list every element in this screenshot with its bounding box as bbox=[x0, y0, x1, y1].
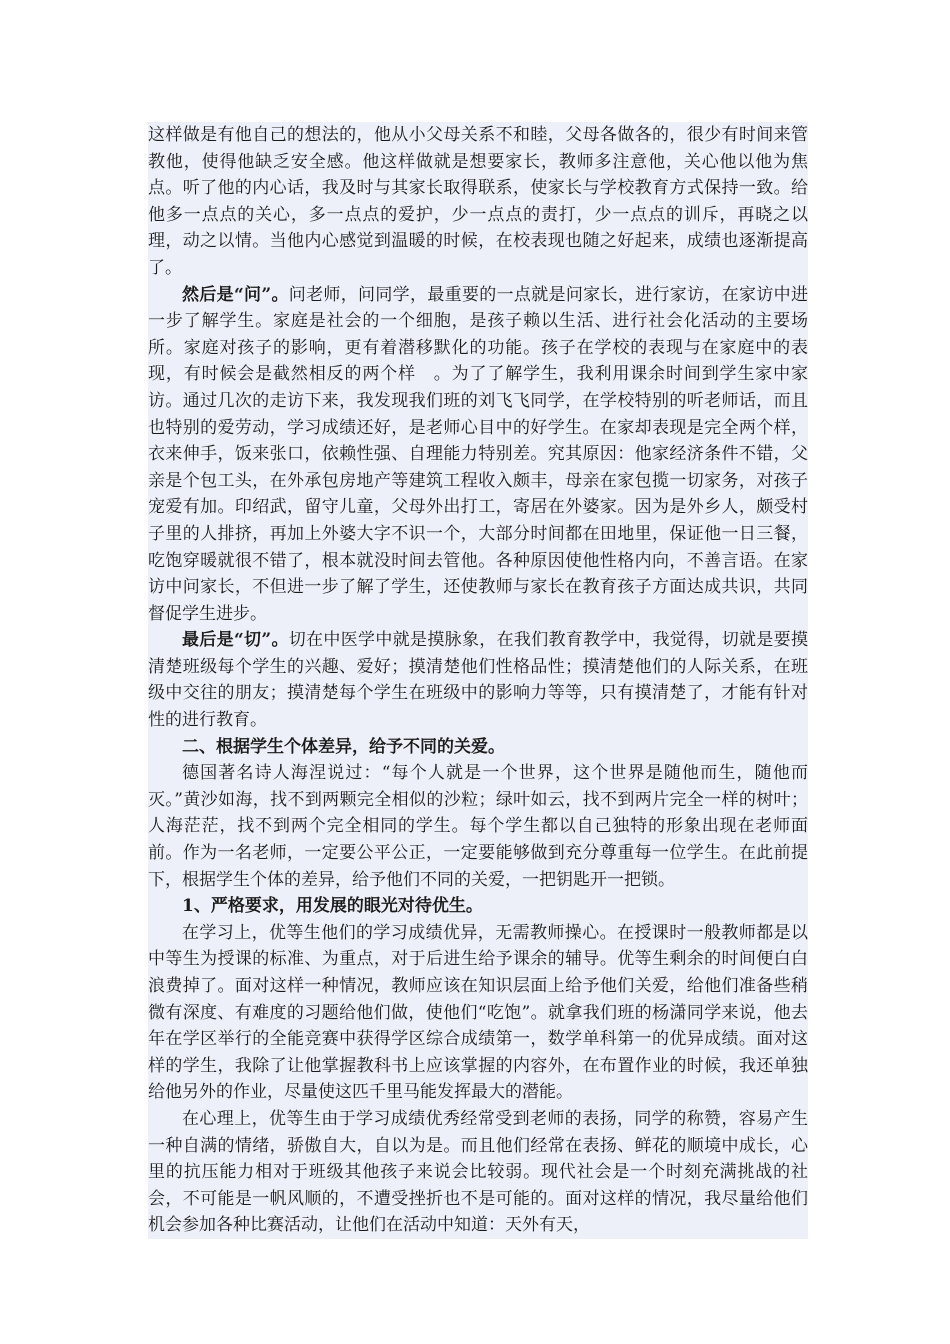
paragraph-5 bbox=[148, 760, 808, 893]
subheading-1 bbox=[148, 893, 808, 920]
heading-text: 二、根据学生个体差异，给予不同的关爱。 bbox=[182, 736, 505, 757]
paragraph-text: 在心理上，优等生由于学习成绩优秀经常受到老师的表扬，同学的称赞，容易产生一种自满的情绪，骄傲自大，自以为是。而且他们经常在表扬、鲜花的顺境中成长，心里的抗压能力相对于班级其他孩子来说会比较弱。现代社会是一个时刻充满挑战的社会，不可能是一帆风顺的，不遭受挫折也不是可能的。面对这样的情况，我尽量给他们机会参加各种比赛活动，让他们在活动中知道：天外有天， bbox=[148, 1108, 808, 1236]
section-heading-2 bbox=[148, 734, 808, 761]
paragraph-text: 问老师，问同学，最重要的一点就是问家长，进行家访，在家访中进一步了解学生。家庭是社会的一个细胞，是孩子赖以生活、进行社会化活动的主要场所。家庭对孩子的影响，更有着潜移默化的功能。孩子在学校的表现与在家庭中的表现，有时候会是截然相反的两个样 。为了了解学生，我利用课余时间到学生家中家访。通过几次的走访下来，我发现我们班的刘飞飞同学，在学校特别的听老师话，而且也特别的爱劳动，学习成绩还好，是老师心目中的好学生。在家却表现是完全两个样，衣来伸手，饭来张口，依赖性强、自理能力特别差。究其原因：他家经济条件不错，父亲是个包工头，在外承包房地产等建筑工程收入颇丰，母亲在家包揽一切家务，对孩子宠爱有加。印绍武，留守儿童，父母外出打工，寄居在外婆家。因为是外乡人，颇受村子里的人排挤，再加上外婆大字不识一个，大部分时间都在田地里，保证他一日三餐，吃饱穿暖就很不错了，根本就没时间去管他。各种原因使他性格内向，不善言语。在家访中问家长，不但进一步了解了学生，还使教师与家长在教育孩子方面达成共识，共同督促学生进步。 bbox=[148, 284, 808, 624]
paragraph-text: 这样做是有他自己的想法的，他从小父母关系不和睦，父母各做各的，很少有时间来管教他，使得他缺乏安全感。他这样做就是想要家长，教师多注意他，关心他以他为焦点。听了他的内心话，我及时与其家长取得联系，使家长与学校教育方式保持一致。给他多一点点的关心，多一点点的爱护，少一点点的责打，少一点点的训斥，再晓之以理，动之以情。当他内心感觉到温暖的时候，在校表现也随之好起来，成绩也逐渐提高了。 bbox=[148, 125, 808, 278]
heading-text: 1、严格要求，用发展的眼光对待优生。 bbox=[182, 896, 483, 917]
paragraph-text: 切在中医学中就是摸脉象，在我们教育教学中，我觉得，切就是要摸清楚班级每个学生的兴趣、爱好；摸清楚他们性格品性；摸清楚他们的人际关系，在班级中交往的朋友；摸清楚每个学生在班级中的影响力等等，只有摸清楚了，才能有针对性的进行教育。 bbox=[148, 630, 808, 731]
paragraph-3 bbox=[148, 627, 808, 733]
paragraph-lead: 然后是“问”。 bbox=[182, 284, 289, 305]
paragraph-text: 在学习上，优等生他们的学习成绩优异，无需教师操心。在授课时一般教师都是以中等生为授课的标准、为重点，对于后进生给予课余的辅导。优等生剩余的时间便白白浪费掉了。面对这样一种情况，教师应该在知识层面上给予他们关爱，给他们准备些稍微有深度、有难度的习题给他们做，使他们“吃饱”。就拿我们班的杨潇同学来说，他去年在学区举行的全能竞赛中获得学区综合成绩第一，数学单科第一的优异成绩。面对这样的学生，我除了让他掌握教科书上应该掌握的内容外，在布置作业的时候，我还单独给他另外的作业，尽量使这匹千里马能发挥最大的潜能。 bbox=[148, 922, 808, 1103]
document-body bbox=[148, 122, 808, 1239]
paragraph-8 bbox=[148, 1106, 808, 1239]
document-page bbox=[148, 122, 808, 1239]
paragraph-7 bbox=[148, 920, 808, 1106]
paragraph-lead: 最后是“切”。 bbox=[182, 630, 289, 651]
paragraph-text: 德国著名诗人海涅说过：“每个人就是一个世界，这个世界是随他而生，随他而灭。”黄沙如海，找不到两颗完全相似的沙粒；绿叶如云，找不到两片完全一样的树叶；人海茫茫，找不到两个完全相同的学生。每个学生都以自己独特的形象出现在老师面前。作为一名老师，一定要公平公正，一定要能够做到充分尊重每一位学生。在此前提下，根据学生个体的差异，给予他们不同的关爱，一把钥匙开一把锁。 bbox=[148, 763, 808, 890]
paragraph-1 bbox=[148, 122, 808, 282]
paragraph-2 bbox=[148, 282, 808, 628]
